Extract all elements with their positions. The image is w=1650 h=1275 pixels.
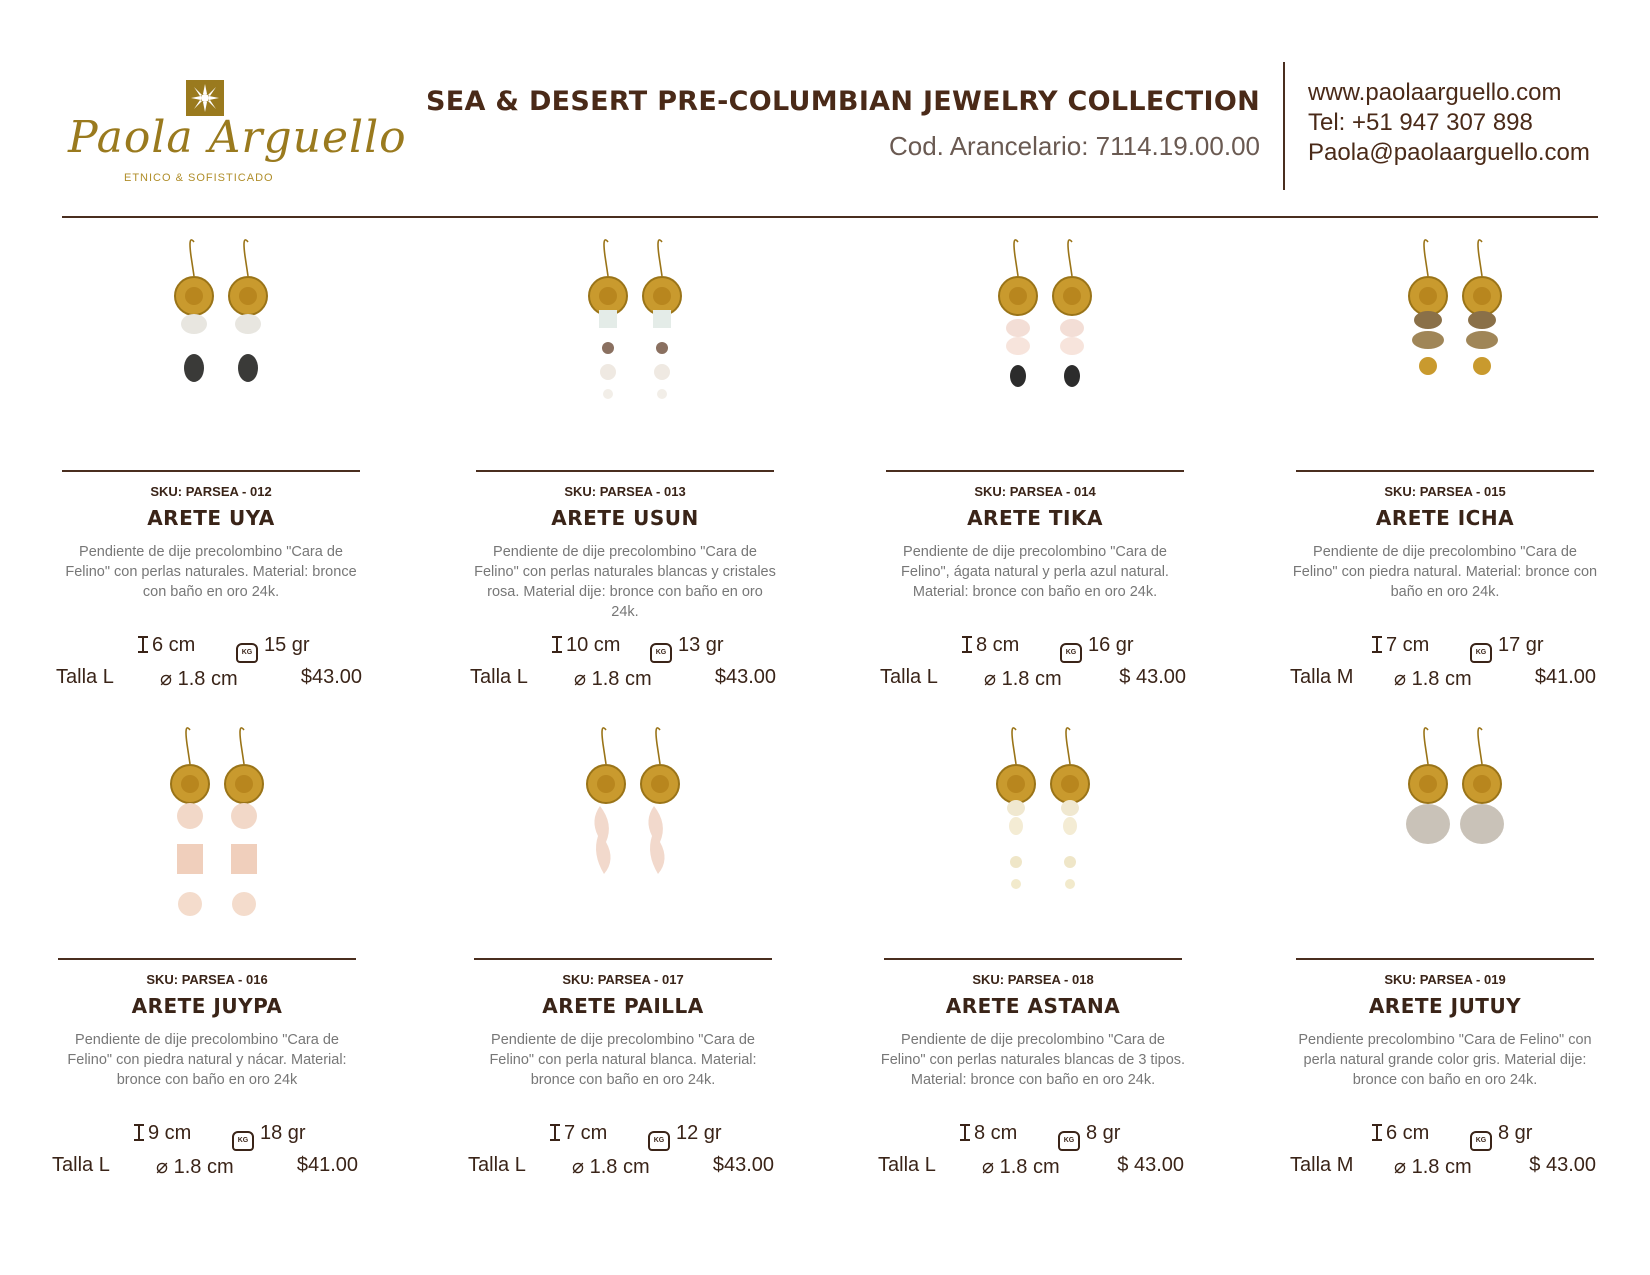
product-sku: SKU: PARSEA - 013: [564, 484, 686, 499]
weight-icon: KG: [1470, 643, 1492, 663]
product-description: Pendiente de dije precolombino "Cara de Felino" con perla natural blanca. Material: bronce con baño en oro 24k.: [489, 1032, 757, 1088]
product-name: ARETE JUYPA: [131, 994, 283, 1018]
card-rule: [476, 470, 774, 472]
length-icon: [550, 1124, 560, 1141]
weight-value: 8 gr: [1498, 1122, 1533, 1144]
length-icon: [552, 636, 562, 653]
product-weight: [648, 1122, 722, 1151]
product-length: [550, 1122, 607, 1145]
product-sku: SKU: PARSEA - 018: [972, 972, 1094, 987]
logo-flower-icon: [186, 80, 224, 116]
earring-image: [126, 724, 306, 944]
length-value: 6 cm: [1386, 1122, 1430, 1144]
product-weight: [1058, 1122, 1120, 1151]
product-name: ARETE UYA: [147, 506, 275, 530]
length-icon: [134, 1124, 144, 1141]
product-description: Pendiente de dije precolombino "Cara de Felino" con perlas naturales. Material: bronce con baño en oro 24k.: [65, 544, 357, 600]
product-card[interactable]: [864, 236, 1224, 706]
product-price: $41.00: [1534, 666, 1596, 688]
product-diameter: ⌀ 1.8 cm: [160, 668, 238, 690]
card-rule: [886, 470, 1184, 472]
product-size: Talla L: [52, 1154, 110, 1176]
product-weight: [236, 634, 310, 663]
logo-script-text: Paola Arguello: [68, 112, 407, 163]
card-rule: [1296, 470, 1594, 472]
length-icon: [138, 636, 148, 653]
product-size: Talla L: [468, 1154, 526, 1176]
weight-icon: KG: [1058, 1131, 1080, 1151]
length-icon: [1372, 1124, 1382, 1141]
weight-icon: KG: [1060, 643, 1082, 663]
weight-icon: KG: [648, 1131, 670, 1151]
length-icon: [962, 636, 972, 653]
weight-icon: KG: [1470, 1131, 1492, 1151]
length-icon: [960, 1124, 970, 1141]
product-sku: SKU: PARSEA - 016: [146, 972, 268, 987]
weight-value: 13 gr: [678, 634, 724, 656]
earring-image: [954, 236, 1134, 456]
product-price: $ 43.00: [1119, 666, 1186, 688]
length-value: 7 cm: [1386, 634, 1430, 656]
earring-image: [1364, 724, 1544, 944]
product-price: $41.00: [296, 1154, 358, 1176]
product-description: Pendiente de dije precolombino "Cara de Felino" con perlas naturales blancas y cristales rosa. Material dije: bronce con baño en oro 24k.: [474, 544, 776, 620]
length-icon: [1372, 636, 1382, 653]
product-diameter: ⌀ 1.8 cm: [1394, 668, 1472, 690]
earring-image: [952, 724, 1132, 944]
card-rule: [58, 958, 356, 960]
product-weight: [1060, 634, 1134, 663]
product-size: Talla L: [56, 666, 114, 688]
product-length: [552, 634, 620, 657]
product-weight: [650, 634, 724, 663]
length-value: 8 cm: [976, 634, 1020, 656]
product-length: [1372, 634, 1429, 657]
product-length: [134, 1122, 191, 1145]
earring-image: [1364, 236, 1544, 456]
product-price: $ 43.00: [1529, 1154, 1596, 1176]
length-value: 7 cm: [564, 1122, 608, 1144]
tariff-code: Cod. Arancelario: 7114.19.00.00: [888, 131, 1260, 161]
weight-value: 18 gr: [260, 1122, 306, 1144]
product-weight: [232, 1122, 306, 1151]
weight-value: 17 gr: [1498, 634, 1544, 656]
weight-icon: KG: [236, 643, 258, 663]
product-sku: SKU: PARSEA - 015: [1384, 484, 1506, 499]
product-price: $43.00: [712, 1154, 774, 1176]
product-diameter: ⌀ 1.8 cm: [1394, 1156, 1472, 1178]
weight-value: 15 gr: [264, 634, 310, 656]
product-sku: SKU: PARSEA - 014: [974, 484, 1096, 499]
earring-image: [130, 236, 310, 456]
product-card[interactable]: [452, 724, 812, 1194]
product-name: ARETE ASTANA: [945, 994, 1121, 1018]
product-card[interactable]: [454, 236, 814, 706]
product-weight: [1470, 1122, 1532, 1151]
product-price: $43.00: [300, 666, 362, 688]
earring-image: [542, 724, 722, 944]
contact-block: [1308, 78, 1590, 168]
website-link[interactable]: www.paolaarguello.com: [1308, 79, 1562, 106]
weight-icon: KG: [232, 1131, 254, 1151]
product-card[interactable]: [36, 724, 396, 1194]
length-value: 10 cm: [566, 634, 621, 656]
weight-value: 8 gr: [1086, 1122, 1121, 1144]
product-price: $43.00: [714, 666, 776, 688]
brand-logo: [60, 72, 407, 192]
product-card[interactable]: [862, 724, 1222, 1194]
card-rule: [474, 958, 772, 960]
product-diameter: ⌀ 1.8 cm: [982, 1156, 1060, 1178]
length-value: 6 cm: [152, 634, 196, 656]
product-description: Pendiente de dije precolombino "Cara de Felino", ágata natural y perla azul natural. Material: bronce con baño en oro 24k.: [901, 544, 1169, 600]
weight-value: 12 gr: [676, 1122, 722, 1144]
product-diameter: ⌀ 1.8 cm: [156, 1156, 234, 1178]
product-description: Pendiente de dije precolombino "Cara de Felino" con piedra natural. Material: bronce con baño en oro 24k.: [1292, 544, 1598, 600]
product-name: ARETE USUN: [551, 506, 699, 530]
product-card[interactable]: [40, 236, 400, 706]
logo-tagline: ETNICO & SOFISTICADO: [124, 172, 274, 184]
product-name: ARETE TIKA: [967, 506, 1103, 530]
product-name: ARETE PAILLA: [542, 994, 704, 1018]
product-size: Talla L: [880, 666, 938, 688]
page-title: SEA & DESERT PRE-COLUMBIAN JEWELRY COLLECTION: [426, 86, 1260, 117]
product-size: Talla M: [1290, 666, 1354, 688]
weight-value: 16 gr: [1088, 634, 1134, 656]
product-card[interactable]: [1274, 724, 1634, 1194]
card-rule: [62, 470, 360, 472]
product-diameter: ⌀ 1.8 cm: [572, 1156, 650, 1178]
product-length: [960, 1122, 1017, 1145]
product-size: Talla L: [878, 1154, 936, 1176]
product-sku: SKU: PARSEA - 019: [1384, 972, 1506, 987]
email-link[interactable]: Paola@paolaarguello.com: [1308, 139, 1590, 166]
length-value: 8 cm: [974, 1122, 1018, 1144]
product-length: [1372, 1122, 1429, 1145]
product-diameter: ⌀ 1.8 cm: [984, 668, 1062, 690]
product-length: [962, 634, 1019, 657]
header-rule: [62, 216, 1598, 218]
product-description: Pendiente precolombino "Cara de Felino" con perla natural grande color gris. Material dije: bronce con baño en oro 24k.: [1298, 1032, 1592, 1088]
card-rule: [884, 958, 1182, 960]
length-value: 9 cm: [148, 1122, 192, 1144]
product-length: [138, 634, 195, 657]
product-weight: [1470, 634, 1544, 663]
header-divider: [1283, 62, 1285, 190]
product-description: Pendiente de dije precolombino "Cara de Felino" con perlas naturales blancas de 3 tipos. Material: bronce con baño en oro 24k.: [880, 1032, 1186, 1088]
card-rule: [1296, 958, 1594, 960]
product-sku: SKU: PARSEA - 012: [150, 484, 272, 499]
product-name: ARETE ICHA: [1375, 506, 1515, 530]
product-size: Talla M: [1290, 1154, 1354, 1176]
product-diameter: ⌀ 1.8 cm: [574, 668, 652, 690]
product-sku: SKU: PARSEA - 017: [562, 972, 684, 987]
product-name: ARETE JUTUY: [1368, 994, 1522, 1018]
product-card[interactable]: [1274, 236, 1634, 706]
earring-image: [544, 236, 724, 456]
product-size: Talla L: [470, 666, 528, 688]
weight-icon: KG: [650, 643, 672, 663]
product-price: $ 43.00: [1117, 1154, 1184, 1176]
phone-number: Tel: +51 947 307 898: [1308, 109, 1533, 136]
product-description: Pendiente de dije precolombino "Cara de Felino" con piedra natural y nácar. Material: bronce con baño en oro 24k: [67, 1032, 347, 1088]
